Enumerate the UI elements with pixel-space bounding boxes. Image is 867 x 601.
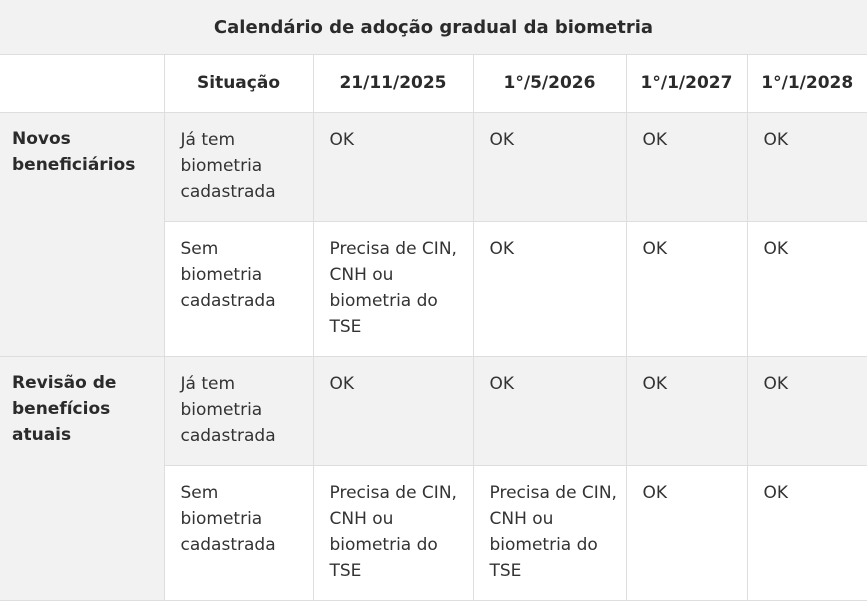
table-cell: OK <box>626 221 747 356</box>
table-cell: OK <box>473 356 626 465</box>
header-situacao: Situação <box>164 55 313 112</box>
table-row <box>0 356 867 465</box>
table-caption: Calendário de adoção gradual da biometria <box>0 0 867 55</box>
header-corner <box>0 55 164 112</box>
table-cell: Precisa de CIN, CNH ou biometria do TSE <box>313 221 473 356</box>
situacao-cell: Sem biometria cadastrada <box>164 221 313 356</box>
header-date-2025-11-21: 21/11/2025 <box>313 55 473 112</box>
situacao-cell: Já tem biometria cadastrada <box>164 112 313 221</box>
header-date-2028-01-01: 1°/1/2028 <box>747 55 867 112</box>
table-cell: Precisa de CIN, CNH ou biometria do TSE <box>473 465 626 600</box>
table-cell: OK <box>747 356 867 465</box>
header-row <box>0 55 867 112</box>
table-row <box>0 112 867 221</box>
situacao-cell: Já tem biometria cadastrada <box>164 356 313 465</box>
table-cell: OK <box>626 356 747 465</box>
group-label-revisao-de-beneficios: Revisão de benefícios atuais <box>0 356 164 600</box>
header-date-2027-01-01: 1°/1/2027 <box>626 55 747 112</box>
table-cell: OK <box>747 465 867 600</box>
header-date-2026-05-01: 1°/5/2026 <box>473 55 626 112</box>
table-cell: OK <box>313 356 473 465</box>
table-cell: OK <box>747 112 867 221</box>
table-cell: OK <box>626 112 747 221</box>
situacao-cell: Sem biometria cadastrada <box>164 465 313 600</box>
biometrics-schedule-table <box>0 55 867 601</box>
group-label-novos-beneficiarios: Novos beneficiários <box>0 112 164 356</box>
table-cell: Precisa de CIN, CNH ou biometria do TSE <box>313 465 473 600</box>
table-cell: OK <box>313 112 473 221</box>
table-cell: OK <box>626 465 747 600</box>
table-cell: OK <box>747 221 867 356</box>
table-cell: OK <box>473 112 626 221</box>
table-cell: OK <box>473 221 626 356</box>
